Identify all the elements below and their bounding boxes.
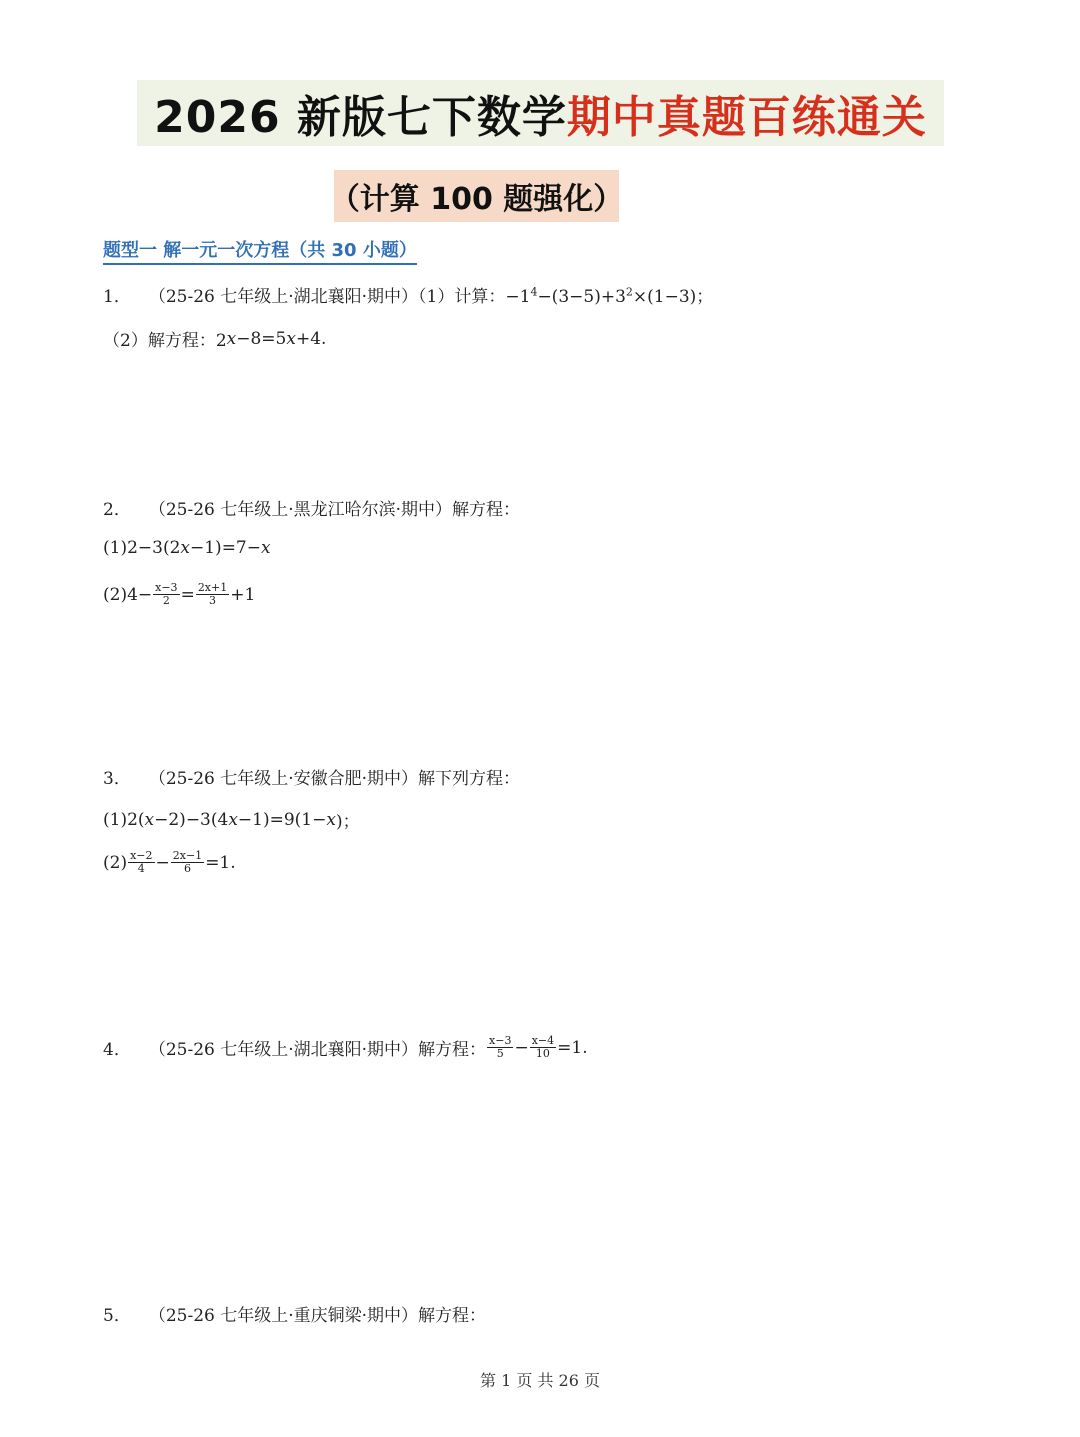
page-footer: 第 1 页 共 26 页 bbox=[480, 1371, 600, 1390]
fraction: $\frac{x-2}{4}$ bbox=[130, 849, 153, 875]
question-4: 4． （25-26 七年级上·湖北襄阳·期中）解方程： $\frac{x-3}{5}$ − $\frac{x-4}{10}$ =1. bbox=[103, 1034, 588, 1060]
question-2 bbox=[103, 495, 520, 520]
question-3 bbox=[103, 764, 520, 789]
question-1-part-2: （2）解方程：2 x −8=5 x +4. bbox=[103, 328, 327, 351]
question-source: （25-26 七年级上·黑龙江哈尔滨·期中）解方程： bbox=[148, 500, 521, 520]
page-subtitle: （计算 100 题强化） bbox=[334, 170, 619, 222]
fraction: $\frac{x-3}{5}$ bbox=[489, 1034, 512, 1060]
question-source: （25-26 七年级上·重庆铜梁·期中）解方程： bbox=[148, 1306, 487, 1326]
fraction: $\frac{2x+1}{3}$ bbox=[197, 581, 228, 607]
question-3-part-1: (1)2( x −2)−3(4 x −1)=9(1− x )； bbox=[103, 809, 360, 832]
expression: $-1^4-(3-5)+3^2\times(1-3)$； bbox=[505, 285, 714, 307]
question-source: （25-26 七年级上·湖北襄阳·期中）解方程： bbox=[148, 1040, 487, 1060]
question-source: （25-26 七年级上·湖北襄阳·期中）（1）计算： bbox=[148, 287, 506, 307]
question-2-part-2: (2)4− $\frac{x-3}{2}$ = $\frac{2x+1}{3}$ +1 bbox=[103, 581, 256, 607]
fraction: $\frac{2x-1}{6}$ bbox=[172, 849, 203, 875]
question-2-part-1: (1)2−3(2 x −1)=7− x bbox=[103, 538, 271, 558]
question-1 bbox=[103, 282, 713, 307]
question-number: 4． bbox=[103, 1040, 131, 1060]
fraction: $\frac{x-3}{2}$ bbox=[155, 581, 178, 607]
question-number: 1． bbox=[103, 287, 131, 307]
fraction: $\frac{x-4}{10}$ bbox=[531, 1034, 555, 1060]
title-part-black: 2026 新版七下数学 bbox=[154, 92, 567, 143]
question-number: 2． bbox=[103, 500, 131, 520]
question-5 bbox=[103, 1301, 486, 1326]
title-part-red: 期中真题百练通关 bbox=[566, 92, 927, 143]
question-number: 5． bbox=[103, 1306, 131, 1326]
page-title bbox=[137, 80, 944, 146]
section-heading: 题型一 解一元一次方程（共 30 小题） bbox=[103, 236, 417, 265]
question-3-part-2: (2) $\frac{x-2}{4}$ − $\frac{2x-1}{6}$ =1. bbox=[103, 849, 236, 875]
question-source: （25-26 七年级上·安徽合肥·期中）解下列方程： bbox=[148, 769, 521, 789]
question-number: 3． bbox=[103, 769, 131, 789]
